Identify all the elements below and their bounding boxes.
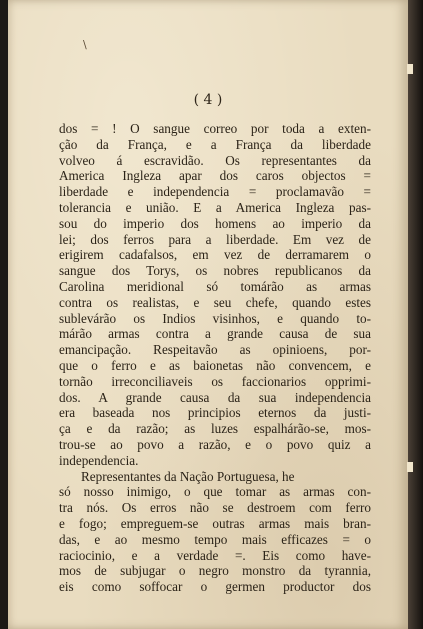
text-line: sou do imperio dos homens ao imperio da [59,215,371,231]
text-line: emancipação. Respeitavão as opinioens, por- [59,342,371,358]
text-line: sangue dos Torys, os nobres republicanos da [59,263,371,279]
page-number: ( 4 ) [193,92,223,108]
book-page [8,0,408,629]
text-line: mos de subjugar o negro monstro da tyrannia, [59,563,371,579]
text-line: erigirem cadafalsos, em vez de derramarem o [59,247,371,263]
text-line: ça e da razão; as luzes espalhárão-se, mos- [59,421,371,437]
text-line: sublevárão os Indios visinhos, e quando to- [59,310,371,326]
page-edge-tick [407,64,413,74]
adjacent-page-edge [408,0,423,629]
text-line: ção da França, e a França da liberdade [59,136,371,152]
text-line: raciocinio, e a verdade =. Eis como have- [59,547,371,563]
text-line: dos. A grande causa da sua independencia [59,389,371,405]
text-line: independencia. [59,452,139,468]
text-line: era baseada nos principios eternos da justi- [59,405,371,421]
text-line: lei; dos ferros para a liberdade. Em vez de [59,231,371,247]
text-line: trou-se ao povo a razão, e o povo quiz a [59,436,371,452]
text-line: America Ingleza apar dos caros objectos = [59,168,371,184]
text-line: liberdade e independencia = proclamavão = [59,184,371,200]
text-line: volveo á escravidão. Os representantes da [59,152,371,168]
text-line: tornão irreconciliaveis os faccionarios opprimi- [59,373,371,389]
body-text [59,121,371,595]
text-line: e fogo; empreguem-se outras armas mais bran- [59,515,371,531]
text-line: das, e ao mesmo tempo mais efficazes = o [59,531,371,547]
text-line: só nosso inimigo, o que tomar as armas con- [59,484,371,500]
text-line: eis como soffocar o germen productor dos [59,579,371,595]
text-line: dos = ! O sangue correo por toda a exten- [59,121,371,136]
text-line: que o ferro e as baionetas não convencem, e [59,357,371,373]
text-line: tra nós. Os erros não se destroem com ferro [59,500,371,516]
text-line: Carolina meridional só tomárão as armas [59,278,371,294]
margin-mark: \ [83,38,87,51]
page-edge-tick [407,462,413,472]
text-line: tolerancia e união. E a America Ingleza pas- [59,199,371,215]
text-line: márão armas contra a grande causa de sua [59,326,371,342]
text-line: contra os realistas, e seu chefe, quando estes [59,294,371,310]
text-line: Representantes da Nação Portuguesa, he [81,468,295,484]
